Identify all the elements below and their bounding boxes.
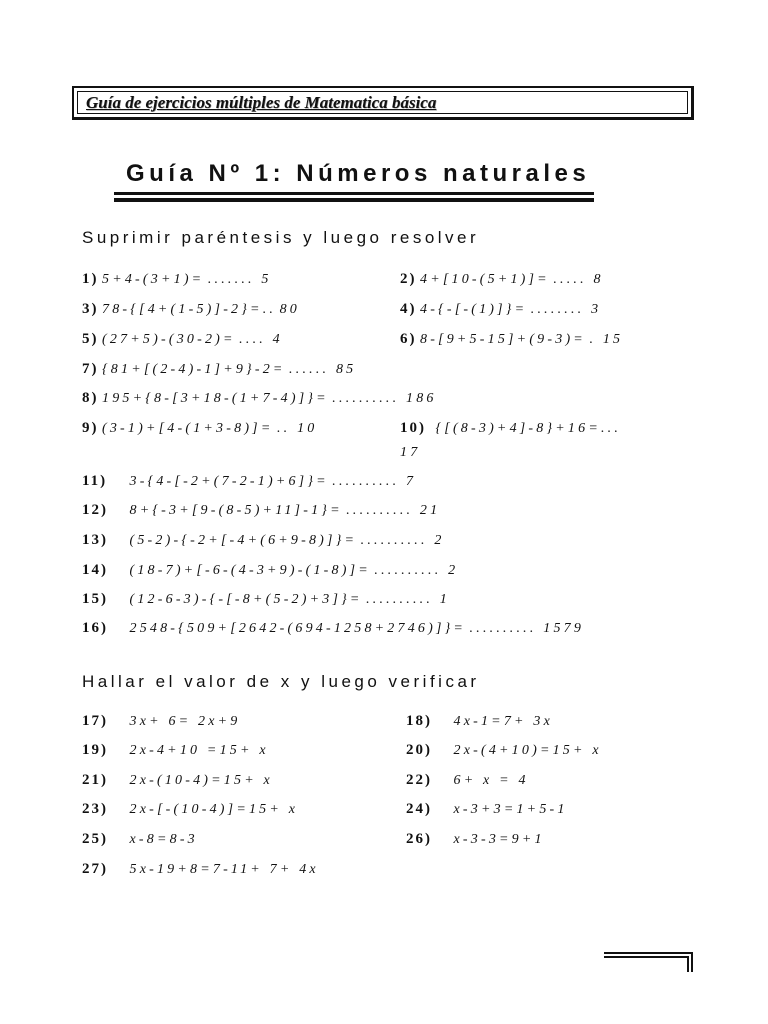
exercise-number: 25) bbox=[82, 831, 108, 847]
section1-heading: Suprimir paréntesis y luego resolver bbox=[82, 228, 480, 247]
exercise-answer: .. 10 bbox=[276, 421, 318, 436]
exercise-answer: .......... 1 bbox=[366, 592, 450, 607]
exercise-expression: x-3-3=9+1 bbox=[453, 832, 545, 847]
exercise-15 bbox=[82, 589, 450, 610]
exercise-answer: ...... 85 bbox=[289, 362, 357, 377]
exercise-expression: 3x+ 6= 2x+9 bbox=[129, 714, 241, 729]
exercise-5 bbox=[82, 329, 283, 350]
exercise-number: 1) bbox=[82, 271, 99, 287]
exercise-number: 21) bbox=[82, 772, 108, 788]
corner-ornament-line bbox=[687, 956, 689, 972]
exercise-number: 20) bbox=[406, 742, 432, 758]
exercise-25 bbox=[82, 829, 198, 850]
exercise-expression: 2548-{509+[2642-(694-1258+2746)]}= bbox=[129, 621, 467, 636]
exercise-23 bbox=[82, 799, 298, 820]
exercise-answer: 80 bbox=[279, 302, 301, 317]
exercise-1 bbox=[82, 269, 272, 290]
exercise-number: 22) bbox=[406, 772, 432, 788]
exercise-24 bbox=[406, 799, 568, 820]
exercise-answer: .......... 186 bbox=[332, 391, 437, 406]
exercise-number: 17) bbox=[82, 713, 108, 729]
exercise-18 bbox=[406, 711, 553, 732]
exercise-expression: 4x-1=7+ 3x bbox=[453, 714, 553, 729]
title-underline-thin bbox=[114, 192, 594, 195]
exercise-expression: 8-[9+5-15]+(9-3)= bbox=[420, 332, 586, 347]
exercise-number: 3) bbox=[82, 301, 99, 317]
exercise-expression: (18-7)+[-6-(4-3+9)-(1-8)]= bbox=[129, 563, 371, 578]
exercise-number: 7) bbox=[82, 361, 99, 377]
exercise-answer: ....... 5 bbox=[207, 272, 272, 287]
exercise-8 bbox=[82, 388, 437, 409]
exercise-number: 9) bbox=[82, 420, 99, 436]
exercise-11 bbox=[82, 471, 416, 492]
exercise-10-answer bbox=[400, 443, 420, 463]
exercise-14 bbox=[82, 560, 458, 581]
exercise-number: 15) bbox=[82, 591, 108, 607]
exercise-number: 6) bbox=[400, 331, 417, 347]
exercise-expression: {81+[(2-4)-1]+9}-2= bbox=[102, 362, 286, 377]
page-title: Guía Nº 1: Números naturales bbox=[126, 160, 591, 187]
exercise-number: 10) bbox=[400, 420, 426, 436]
exercise-expression: 8+{-3+[9-(8-5)+11]-1}= bbox=[129, 503, 343, 518]
exercise-expression: x-8=8-3 bbox=[129, 832, 198, 847]
exercise-expression: 2x-4+10 =15+ x bbox=[129, 743, 269, 758]
exercise-expression: {[(8-3)+4]-8}+16=... bbox=[435, 421, 622, 436]
exercise-expression: (5-2)-{-2+[-4+(6+9-8)]}= bbox=[129, 533, 358, 548]
exercise-expression: (12-6-3)-{-[-8+(5-2)+3]}= bbox=[129, 592, 363, 607]
exercise-27 bbox=[82, 859, 319, 880]
exercise-answer: ..... 8 bbox=[553, 272, 604, 287]
exercise-answer: .......... 2 bbox=[360, 533, 445, 548]
exercise-expression: (3-1)+[4-(1+3-8)]= bbox=[102, 421, 274, 436]
exercise-20 bbox=[406, 740, 602, 761]
exercise-expression: 4+[10-(5+1)]= bbox=[420, 272, 550, 287]
exercise-number: 24) bbox=[406, 801, 432, 817]
exercise-number: 27) bbox=[82, 861, 108, 877]
exercise-expression: 5x-19+8=7-11+ 7+ 4x bbox=[129, 862, 319, 877]
exercise-17 bbox=[82, 711, 240, 732]
exercise-number: 14) bbox=[82, 562, 108, 578]
exercise-number: 18) bbox=[406, 713, 432, 729]
exercise-number: 2) bbox=[400, 271, 417, 287]
exercise-answer: ........ 3 bbox=[530, 302, 602, 317]
exercise-7 bbox=[82, 359, 356, 380]
exercise-expression: 3-{4-[-2+(7-2-1)+6]}= bbox=[129, 474, 329, 489]
exercise-number: 19) bbox=[82, 742, 108, 758]
exercise-expression: 2x-(10-4)=15+ x bbox=[129, 773, 273, 788]
exercise-expression: 2x-(4+10)=15+ x bbox=[453, 743, 602, 758]
exercise-expression: (27+5)-(30-2)= bbox=[102, 332, 236, 347]
exercise-4 bbox=[400, 299, 601, 320]
exercise-22 bbox=[406, 770, 529, 791]
exercise-answer: .......... 7 bbox=[332, 474, 417, 489]
exercise-number: 26) bbox=[406, 831, 432, 847]
exercise-number: 12) bbox=[82, 502, 108, 518]
exercise-number: 13) bbox=[82, 532, 108, 548]
header-box bbox=[72, 86, 694, 120]
exercise-3 bbox=[82, 299, 300, 320]
exercise-expression: 78-{[4+(1-5)]-2}=.. bbox=[102, 302, 277, 317]
exercise-9 bbox=[82, 418, 317, 439]
exercise-expression: 6+ x = 4 bbox=[453, 773, 529, 788]
exercise-19 bbox=[82, 740, 269, 761]
exercise-number: 5) bbox=[82, 331, 99, 347]
exercise-expression: 5+4-(3+1)= bbox=[102, 272, 205, 287]
exercise-10 bbox=[400, 418, 621, 439]
corner-ornament-line bbox=[604, 952, 692, 954]
exercise-answer: .......... 21 bbox=[346, 503, 441, 518]
exercise-21 bbox=[82, 770, 273, 791]
exercise-26 bbox=[406, 829, 545, 850]
exercise-answer: . 15 bbox=[589, 332, 624, 347]
exercise-6 bbox=[400, 329, 623, 350]
title-underline-thick bbox=[114, 198, 594, 202]
exercise-expression: x-3+3=1+5-1 bbox=[453, 802, 568, 817]
exercise-expression: 4-{-[-(1)]}= bbox=[420, 302, 528, 317]
exercise-answer: .......... 2 bbox=[374, 563, 459, 578]
exercise-number: 23) bbox=[82, 801, 108, 817]
exercise-number: 16) bbox=[82, 620, 108, 636]
exercise-answer: .... 4 bbox=[239, 332, 283, 347]
corner-ornament-line bbox=[691, 952, 693, 972]
exercise-answer: 17 bbox=[400, 445, 421, 460]
exercise-12 bbox=[82, 500, 440, 521]
section2-heading: Hallar el valor de x y luego verificar bbox=[82, 672, 480, 691]
exercise-expression: 195+{8-[3+18-(1+7-4)]}= bbox=[102, 391, 329, 406]
exercise-number: 8) bbox=[82, 390, 99, 406]
exercise-number: 11) bbox=[82, 473, 108, 489]
exercise-answer: .......... 1579 bbox=[469, 621, 585, 636]
exercise-2 bbox=[400, 269, 604, 290]
corner-ornament-line bbox=[604, 956, 688, 958]
exercise-13 bbox=[82, 530, 445, 551]
exercise-16 bbox=[82, 618, 584, 639]
exercise-number: 4) bbox=[400, 301, 417, 317]
header-title: Guía de ejercicios múltiples de Matematica básica bbox=[86, 93, 437, 112]
exercise-expression: 2x-[-(10-4)]=15+ x bbox=[129, 802, 299, 817]
